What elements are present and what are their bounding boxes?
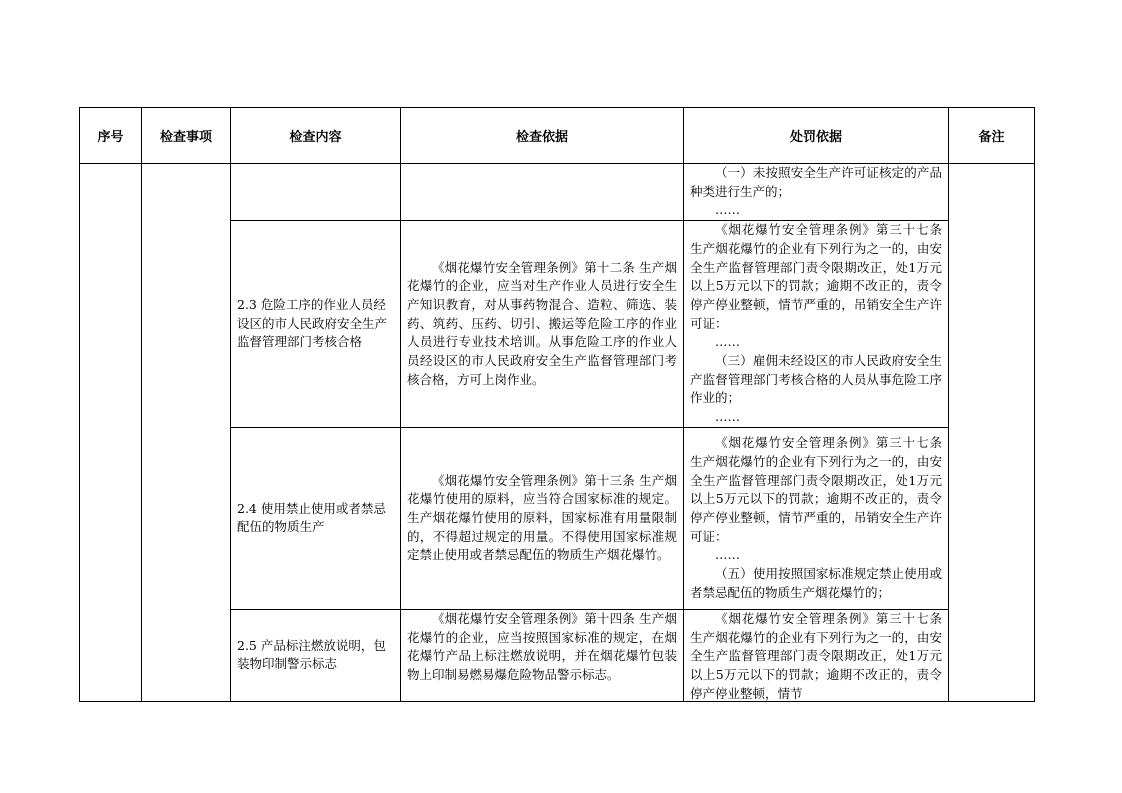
penalty-text: （一）未按照安全生产许可证核定的产品种类进行生产的； [690,165,942,199]
penalty-cell [684,221,949,428]
basis-cell [401,427,684,609]
basis-cell [401,221,684,428]
penalty-cell [684,427,949,609]
remark-cell [949,164,1035,702]
table-row [80,164,1035,221]
content-cell [231,427,401,609]
content-cell [231,164,401,221]
penalty-text: 《烟花爆竹安全管理条例》第三十七条 生产烟花爆竹的企业有下列行为之一的，由安全生产监督管理部门责令限期改正，处1万元以上5万元以下的罚款；逾期不改正的，责令停产停业整顿，情节 [690,610,942,701]
penalty-cell [684,164,949,221]
seq-cell [80,164,142,702]
penalty-text: （三）雇佣未经设区的市人民政府安全生产监督管理部门考核合格的人员从事危险工序作业的； [690,353,942,406]
penalty-cell [684,609,949,701]
basis-text: 《烟花爆竹安全管理条例》第十四条 生产烟花爆竹的企业，应当按照国家标准的规定，在烟花爆竹产品上标注燃放说明，并在烟花爆竹包装物上印制易燃易爆危险物品警示标志。 [407,610,677,682]
content-text: 2.5 产品标注燃放说明，包装物印制警示标志 [237,637,386,672]
content-text: 2.4 使用禁止使用或者禁忌配伍的物质生产 [237,500,386,535]
penalty-text: 《烟花爆竹安全管理条例》第三十七条 生产烟花爆竹的企业有下列行为之一的，由安全生产监督管理部门责令限期改正，处1万元以上5万元以下的罚款；逾期不改正的，责令停产停业整顿，情节严重的，吊销安全生产许可证： [690,222,942,331]
basis-text: 《烟花爆竹安全管理条例》第十三条 生产烟花爆竹使用的原料，应当符合国家标准的规定。生产烟花爆竹使用的原料，国家标准有用量限制的，不得超过规定的用量。不得使用国家标准规定禁止使用或者禁忌配伍的物质生产烟花爆竹。 [407,472,677,563]
penalty-ellipsis: …… [715,334,740,350]
header-content: 检查内容 [231,108,401,164]
penalty-text: 《烟花爆竹安全管理条例》第三十七条 生产烟花爆竹的企业有下列行为之一的，由安全生产监督管理部门责令限期改正，处1万元以上5万元以下的罚款；逾期不改正的，责令停产停业整顿，情节严重的，吊销安全生产许可证： [690,435,942,544]
header-item: 检查事项 [142,108,231,164]
table-header-row [80,108,1035,164]
penalty-ellipsis: …… [715,547,740,563]
penalty-ellipsis: …… [715,409,740,425]
penalty-ellipsis: …… [715,202,740,218]
inspection-table [79,107,1035,702]
header-seq: 序号 [80,108,142,164]
basis-text: 《烟花爆竹安全管理条例》第十二条 生产烟花爆竹的企业，应当对生产作业人员进行安全生产知识教育，对从事药物混合、造粒、筛选、装药、筑药、压药、切引、搬运等危险工序的作业人员进行专业技术培训。从事危险工序的作业人员经设区的市人民政府安全生产监督管理部门考核合格，方可上岗作业。 [407,259,677,387]
content-cell [231,221,401,428]
basis-cell [401,164,684,221]
header-penalty: 处罚依据 [684,108,949,164]
item-cell [142,164,231,702]
header-remark: 备注 [949,108,1035,164]
content-cell [231,609,401,701]
content-text: 2.3 危险工序的作业人员经设区的市人民政府安全生产监督管理部门考核合格 [237,296,388,350]
header-basis: 检查依据 [401,108,684,164]
basis-cell [401,609,684,701]
penalty-text: （五）使用按照国家标准规定禁止使用或者禁忌配伍的物质生产烟花爆竹的； [690,566,942,600]
